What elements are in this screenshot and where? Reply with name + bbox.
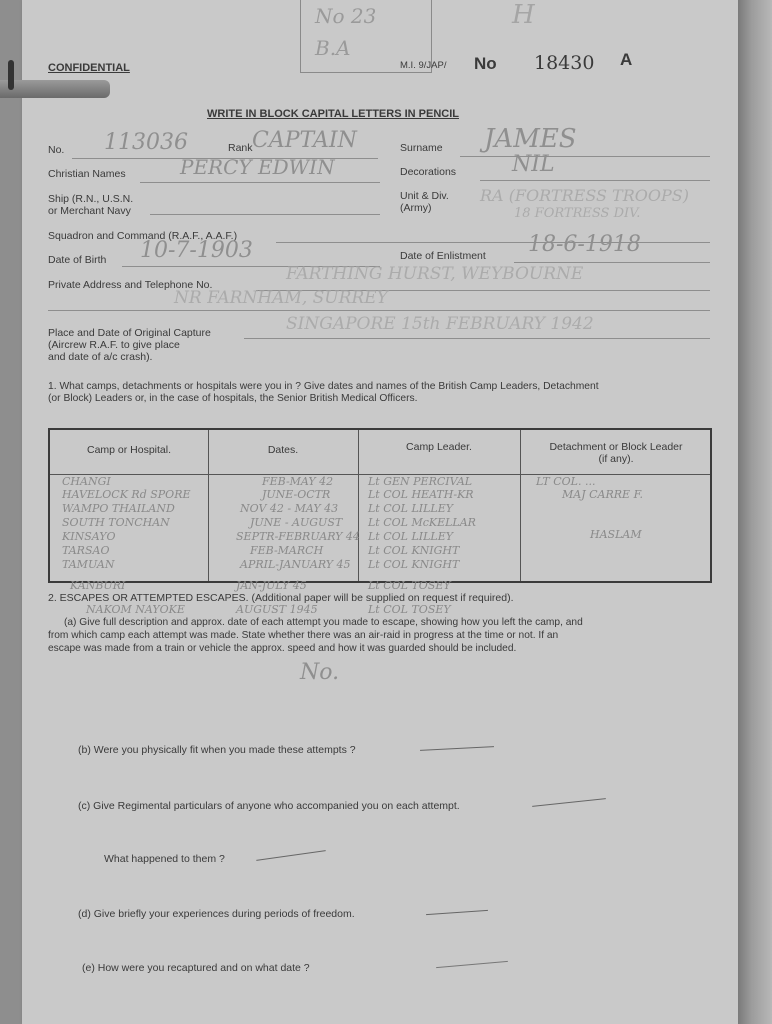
row-7-leader: Lt COL KNIGHT [368,558,460,571]
address-value-2: NR FARNHAM, SURREY [174,288,388,308]
number-label: No [474,54,497,73]
instruction-heading: WRITE IN BLOCK CAPITAL LETTERS IN PENCIL [207,108,459,120]
question-2d: (d) Give briefly your experiences during periods of freedom. [78,908,355,920]
row-4-leader: Lt COL McKELLAR [368,516,476,529]
binding-edge [738,0,772,1024]
surname-value: JAMES [484,124,577,154]
row-7-dates: APRIL-JANUARY 45 [240,558,351,571]
row-1-detachment: LT COL. ... [536,475,596,488]
capture-value: SINGAPORE 15th FEBRUARY 1942 [286,314,594,334]
row-4-camp: SOUTH TONCHAN [62,516,170,529]
no-label: No. [48,144,65,156]
unit-label-1: Unit & Div. [400,190,449,202]
enlistment-label: Date of Enlistment [400,250,486,262]
row-6-dates: FEB-MARCH [250,544,324,557]
ship-label-1: Ship (R.N., U.S.N. [48,193,134,205]
row-2-detachment: MAJ CARRE F. [562,488,643,501]
row-2-dates: JUNE-OCTR [262,488,331,501]
question-2a-answer: No. [300,660,340,685]
stamp-handwriting: H [512,0,535,30]
dob-value: 10-7-1903 [140,238,253,263]
row-5-dates: SEPTR-FEBRUARY 44 [236,530,360,543]
unit-value-1: RA (FORTRESS TROOPS) [480,186,689,205]
header-detachment-leader: Detachment or Block Leader (if any). [549,441,683,465]
capture-label-2: (Aircrew R.A.F. to give place [48,339,180,351]
row-4-dates: JUNE - AUGUST [250,516,343,529]
question-1-line-1: 1. What camps, detachments or hospitals were you in ? Give dates and names of the British Camp Leaders, Detachment [48,381,599,392]
row-9-camp: NAKOM NAYOKE [86,603,185,616]
row-9-leader: Lt COL TOSEY [368,603,451,616]
row-2-leader: Lt COL HEATH-KR [368,488,474,501]
row-5-leader: Lt COL LILLEY [368,530,454,543]
question-2a-line-1: (a) Give full description and approx. date of each attempt you made to escape, showing how you left the camp, and [64,617,583,628]
row-7-camp: TAMUAN [62,558,115,571]
row-2-camp: HAVELOCK Rd SPORE [62,488,191,501]
christian-names-label: Christian Names [48,168,126,180]
row-8-camp: KANBURI [70,579,126,592]
form-suffix: A [620,50,633,69]
row-3-dates: NOV 42 - MAY 43 [240,502,339,515]
enlistment-value: 18-6-1918 [528,232,641,257]
row-1-camp: CHANGI [62,475,111,488]
header-camp-leader: Camp Leader. [406,441,472,453]
decorations-label: Decorations [400,166,457,178]
question-2a-line-2: from which camp each attempt was made. State whether there was an air-raid in progress at the time or not. If an [48,630,559,641]
christian-names-value: PERCY EDWIN [180,155,335,179]
row-6-leader: Lt COL KNIGHT [368,544,460,557]
row-1-leader: Lt GEN PERCIVAL [368,475,473,488]
decorations-value: NIL [512,152,555,177]
unit-label-2: (Army) [400,202,432,214]
row-3-camp: WAMPO THAILAND [62,502,175,515]
ref-code: M.I. 9/JAP/ [400,60,447,71]
confidential-label: CONFIDENTIAL [48,62,130,74]
squadron-label: Squadron and Command (R.A.F., A.A.F.) [48,230,238,242]
question-2e: (e) How were you recaptured and on what date ? [82,962,310,974]
dob-label: Date of Birth [48,254,107,266]
row-9-dates: AUGUST 1945 [236,603,318,616]
capture-label-3: and date of a/c crash). [48,351,153,363]
header-dates: Dates. [267,444,299,456]
row-6-camp: TARSAO [62,544,110,557]
ship-label-2: or Merchant Navy [48,205,131,217]
binder-clip [0,80,110,98]
stamp-number: No 23 [315,4,377,28]
stamp-initials: B.A [315,36,351,60]
capture-label-1: Place and Date of Original Capture [48,327,211,339]
question-2a-line-3: escape was made from a train or vehicle the approx. speed and how it was guarded should be included. [48,643,517,654]
rank-label: Rank [228,142,253,154]
binder-pin [8,60,14,90]
question-2c: (c) Give Regimental particulars of anyone who accompanied you on each attempt. [78,800,460,812]
row-3-leader: Lt COL LILLEY [368,502,454,515]
address-label: Private Address and Telephone No. [48,279,213,291]
address-value-1: FARTHING HURST, WEYBOURNE [286,264,584,284]
row-8-leader: Lt COL TOSEY [368,579,451,592]
header-camp: Camp or Hospital. [86,444,172,456]
row-4-detachment: HASLAM [590,528,642,541]
question-1-line-2: (or Block) Leaders or, in the case of hospitals, the Senior British Medical Officers. [48,393,418,404]
question-2-heading: 2. ESCAPES OR ATTEMPTED ESCAPES. (Additional paper will be supplied on request if required). [48,592,514,604]
form-number: 18430 [534,52,595,74]
question-2b: (b) Were you physically fit when you made these attempts ? [78,744,356,756]
row-1-dates: FEB-MAY 42 [262,475,334,488]
surname-label: Surname [400,142,443,154]
unit-value-2: 18 FORTRESS DIV. [514,206,641,221]
no-value: 113036 [104,130,188,155]
question-2c-followup: What happened to them ? [104,853,225,865]
rank-value: CAPTAIN [252,128,357,153]
row-8-dates: JAN-JULY 45 [236,579,307,592]
row-5-camp: KINSAYO [62,530,116,543]
camps-table [48,428,712,583]
